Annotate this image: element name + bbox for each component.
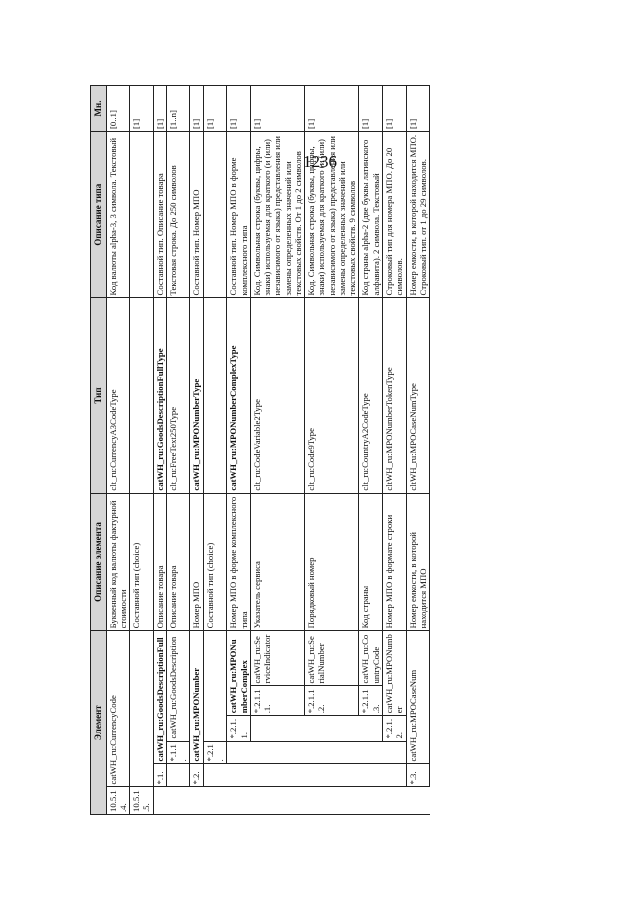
multiplicity: [1]: [227, 86, 251, 132]
element-description: Номер МПО в форме комплексного типа: [227, 493, 251, 631]
element-type: cltWH_ru:MPONumberTokenType: [382, 298, 406, 493]
element-name: catWH_ru:MPONumberComplex: [227, 631, 251, 716]
type-description: Составной тип. Номер МПО в форме комплексного типа: [227, 131, 251, 297]
table-header-row: [91, 86, 107, 815]
table-row: [305, 86, 359, 815]
type-description: [203, 131, 227, 297]
element-description: Описание товара: [153, 493, 166, 631]
indent-cell: [250, 787, 304, 815]
multiplicity: [0..1]: [106, 86, 130, 132]
element-number: *.2.1.: [203, 741, 227, 764]
type-description: Составной тип. Описание товара: [153, 131, 166, 297]
element-type: [203, 298, 227, 493]
multiplicity: [1..n]: [166, 86, 190, 132]
type-description: Код. Символьная строка (буквы, цифры, знаки) используемая для краткого (и (или) независимого от языка) представления или замены определенных значений или текстовых свойств. 9 символов: [305, 131, 359, 297]
indent-cell: [359, 764, 383, 787]
indent-cell: [305, 741, 359, 764]
element-description: Описание товара: [166, 493, 190, 631]
table-row: [203, 86, 227, 815]
multiplicity: [1]: [153, 86, 166, 132]
multiplicity: [1]: [406, 86, 430, 132]
element-number: *.2.1.2.: [382, 716, 406, 741]
table-row: [130, 86, 154, 815]
type-description: Код страны alpha-2 (две буквы латинского алфавита). 2 символа. Текстовый: [359, 131, 383, 297]
element-name: catWH_ru:CountryCode: [359, 631, 383, 686]
element-description: Код страны: [359, 493, 383, 631]
table-row: [190, 86, 203, 815]
indent-cell: [227, 787, 251, 815]
element-description: Буквенный код валюты фактурной стоимости: [106, 493, 130, 631]
element-name: catWH_ru:MPONumber: [190, 631, 203, 764]
indent-cell: [305, 787, 359, 815]
element-number: 10.5.1.4.: [106, 787, 130, 815]
element-description: Номер МПО: [190, 493, 203, 631]
type-description: Код валюты alpha-3, 3 символа. Текстовый: [106, 131, 130, 297]
type-description: Номер емкости, в которой находится МПО. Строковый тип. от 1 до 29 символов.: [406, 131, 430, 297]
element-description: Составной тип (choice): [203, 493, 227, 631]
element-name: catWH_ru:MPONumber: [382, 631, 406, 716]
multiplicity: [1]: [203, 86, 227, 132]
indent-cell: [227, 741, 251, 764]
element-name: catWH_ru:GoodsDescriptionFull: [153, 631, 166, 764]
element-name: catWH_ru:MPOCaseNum: [406, 631, 430, 764]
element-type: clt_ru:Code9Type: [305, 298, 359, 493]
element-type: clt_ru:CountryA2CodeType: [359, 298, 383, 493]
element-description: Номер емкости, в которой находится МПО: [406, 493, 430, 631]
element-number: *.2.1.1.2.: [305, 686, 359, 716]
type-description: [130, 131, 154, 297]
element-type: [130, 298, 154, 493]
element-number: *.2.: [190, 764, 203, 787]
indent-cell: [359, 741, 383, 764]
table-row: [382, 86, 406, 815]
element-type: cltWH_ru:MPOCaseNumType: [406, 298, 430, 493]
element-number: *.2.1.1.1.: [250, 686, 304, 716]
indent-cell: [406, 787, 430, 815]
header-element: Элемент: [91, 631, 107, 815]
indent-cell: [166, 764, 190, 787]
indent-cell: [382, 741, 406, 764]
header-description: Описание элемента: [91, 493, 107, 631]
indent-cell: [359, 787, 383, 815]
type-description: Текстовая строка. До 250 символов: [166, 131, 190, 297]
table-row: [250, 86, 304, 815]
indent-cell: [203, 787, 227, 815]
element-type: catWH_ru:MPONumberType: [190, 298, 203, 493]
element-type: catWH_ru:MPONumberComplexType: [227, 298, 251, 493]
type-description: Строковый тип для номера МПО. До 20 символов.: [382, 131, 406, 297]
multiplicity: [1]: [305, 86, 359, 132]
type-description: Составной тип. Номер МПО: [190, 131, 203, 297]
indent-cell: [250, 741, 304, 764]
element-description: Порядковый номер: [305, 493, 359, 631]
page-number: 1236: [303, 152, 337, 171]
element-number: *.2.1.1.: [227, 716, 251, 741]
element-name: [130, 631, 154, 787]
element-number: *.1.1.: [166, 741, 190, 764]
multiplicity: [1]: [359, 86, 383, 132]
element-name: catWH_ru:SerialNumber: [305, 631, 359, 686]
multiplicity: [1]: [250, 86, 304, 132]
indent-cell: [305, 716, 359, 741]
multiplicity: [1]: [190, 86, 203, 132]
multiplicity: [1]: [130, 86, 154, 132]
indent-cell: [190, 787, 203, 815]
indent-cell: [359, 716, 383, 741]
element-name: catWH_ru:CurrencyCode: [106, 631, 130, 787]
indent-cell: [153, 787, 166, 815]
table-row: [227, 86, 251, 815]
table-row: [359, 86, 383, 815]
element-number: 10.5.1.5.: [130, 787, 154, 815]
table-row: [106, 86, 130, 815]
element-type: clt_ru:CurrencyA3CodeType: [106, 298, 130, 493]
element-number: *.3.: [406, 764, 430, 787]
multiplicity: [1]: [382, 86, 406, 132]
element-name: catWH_ru:ServiceIndicator: [250, 631, 304, 686]
indent-cell: [250, 716, 304, 741]
table-row: [406, 86, 430, 815]
rotated-table-container: [90, 85, 550, 815]
indent-cell: [227, 764, 251, 787]
indent-cell: [203, 764, 227, 787]
header-type-description: Описание типа: [91, 131, 107, 297]
indent-cell: [250, 764, 304, 787]
indent-cell: [382, 764, 406, 787]
elements-table: [90, 85, 430, 815]
table-row: [153, 86, 166, 815]
type-description: Код. Символьная строка (буквы, цифры, знаки) используемая для краткого (и (или) независимого от языка) представления или замены определенных значений или текстовых свойств. От 1 до 2 символов: [250, 131, 304, 297]
table-row: [166, 86, 190, 815]
indent-cell: [166, 787, 190, 815]
element-description: Номер МПО в формате строки: [382, 493, 406, 631]
element-type: catWH_ru:GoodsDescriptionFullType: [153, 298, 166, 493]
element-name: [203, 631, 227, 741]
element-description: Составной тип (choice): [130, 493, 154, 631]
table-body: [106, 86, 429, 815]
element-number: *.1.: [153, 764, 166, 787]
element-number: *.2.1.1.3.: [359, 686, 383, 716]
element-type: clt_ru:FreeText250Type: [166, 298, 190, 493]
indent-cell: [382, 787, 406, 815]
header-type: Тип: [91, 298, 107, 493]
header-multiplicity: Мн.: [91, 86, 107, 132]
element-description: Указатель сервиса: [250, 493, 304, 631]
indent-cell: [305, 764, 359, 787]
element-type: clt_ru:CodeVariable2Type: [250, 298, 304, 493]
element-name: catWH_ru:GoodsDescription: [166, 631, 190, 741]
